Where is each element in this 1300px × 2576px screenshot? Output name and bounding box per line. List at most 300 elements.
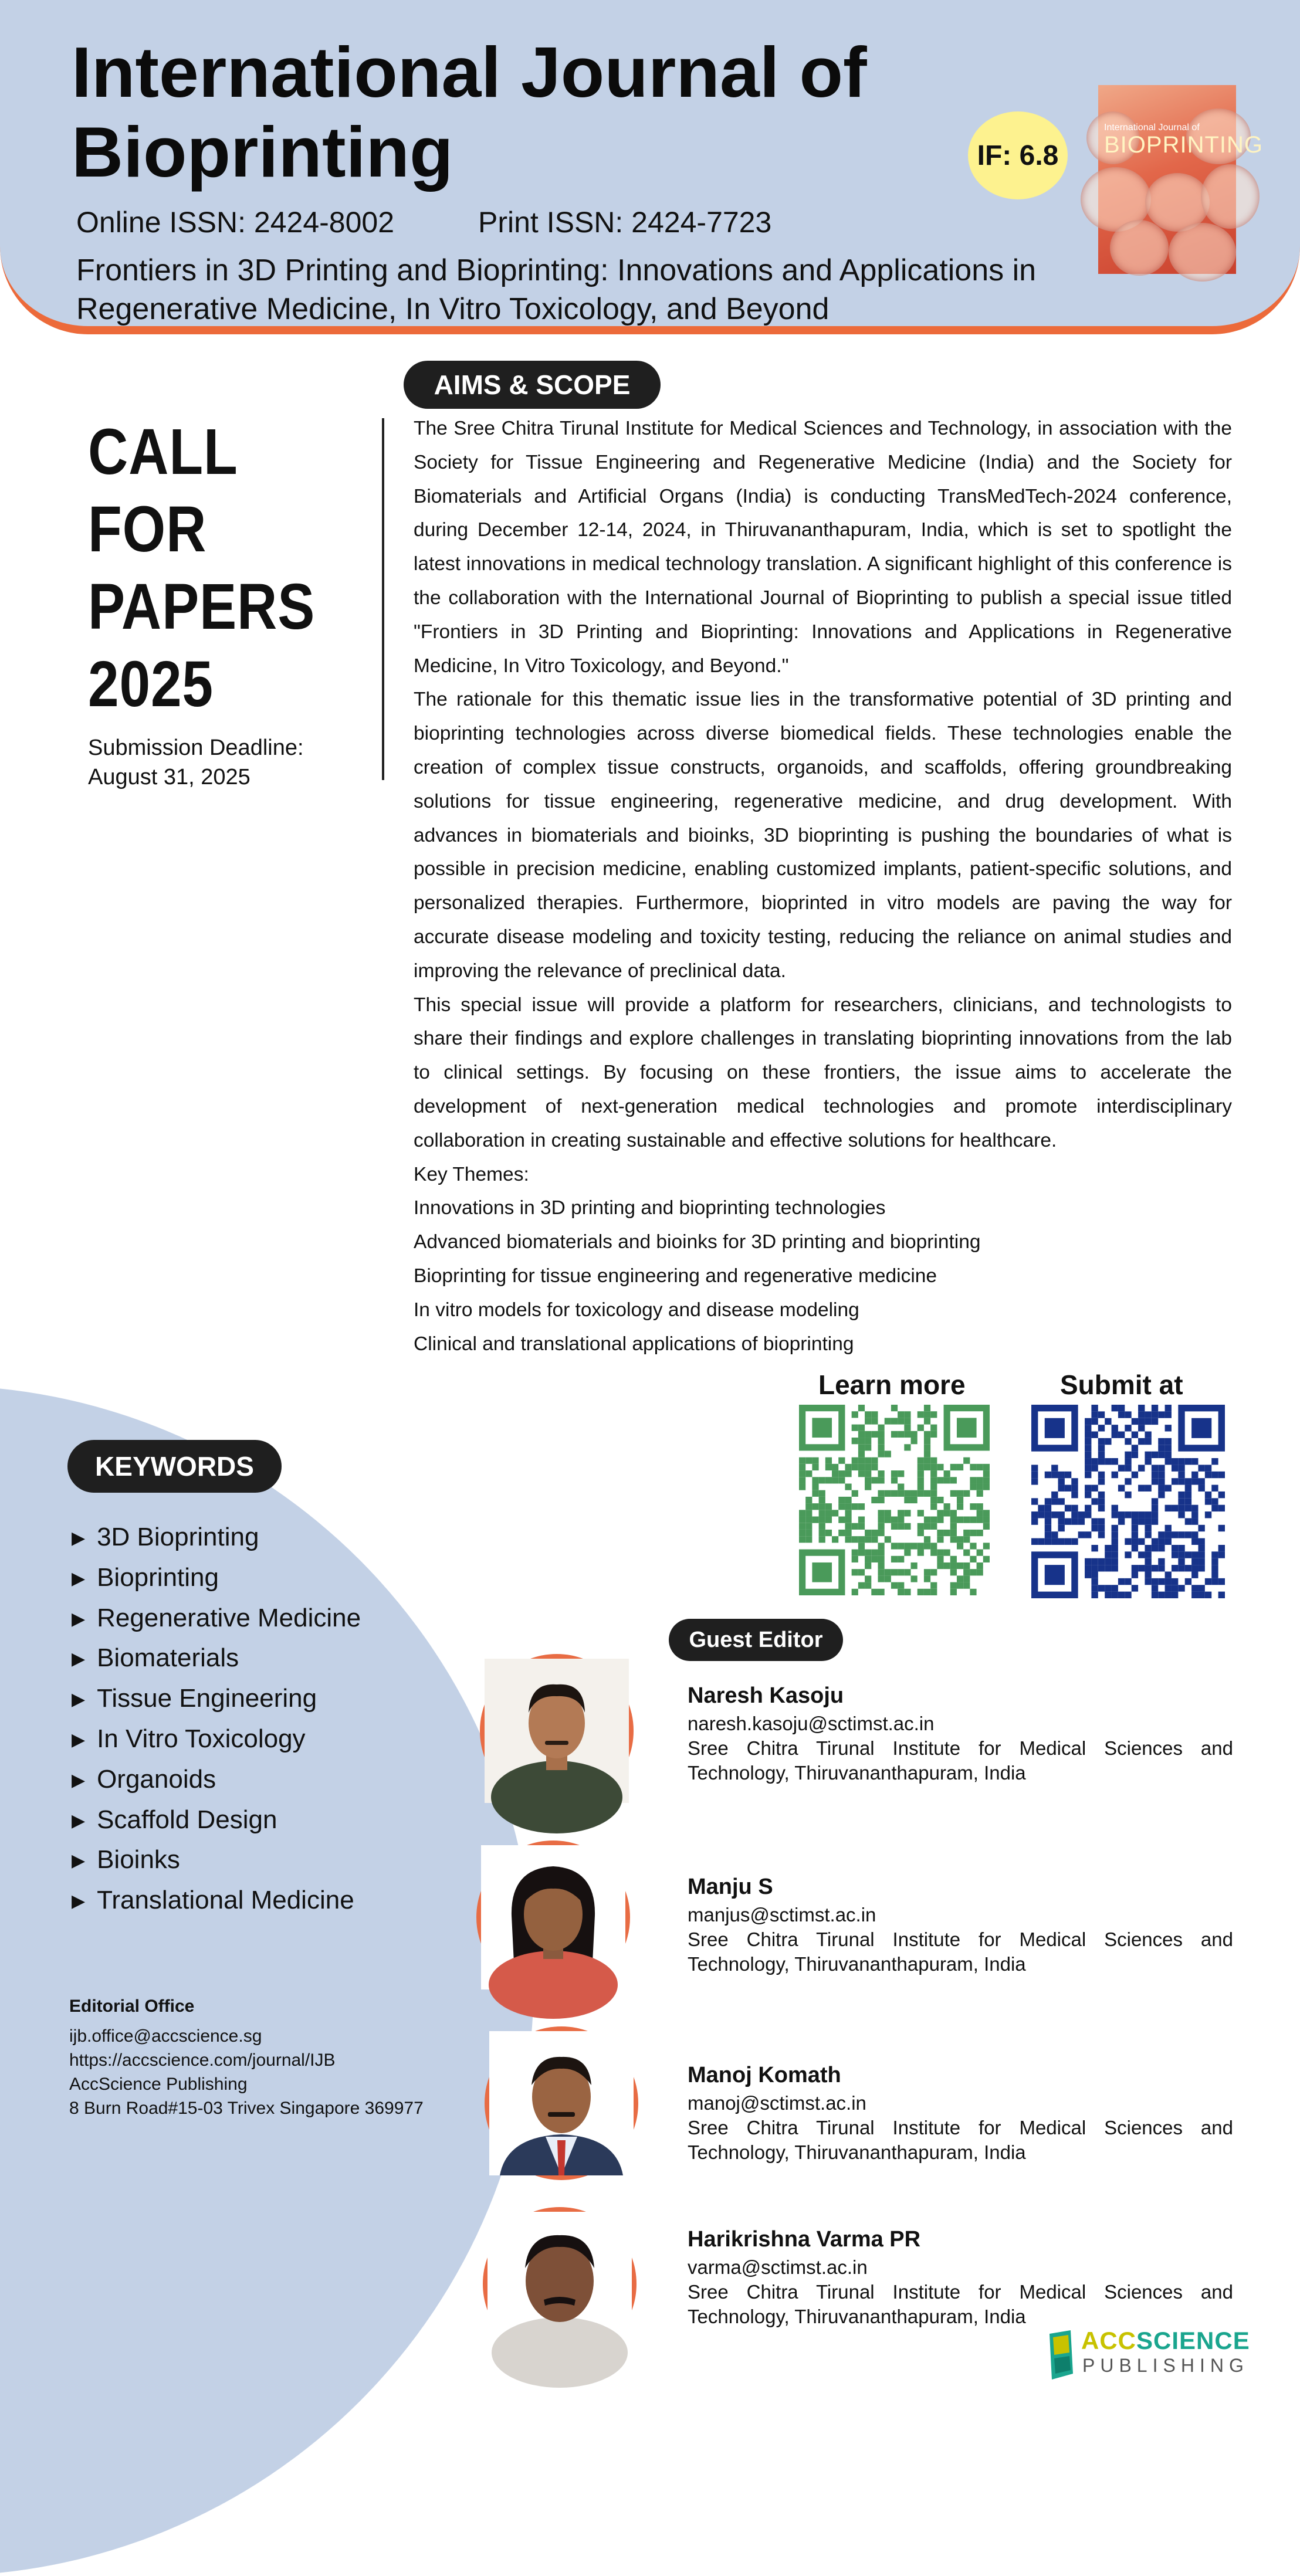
qr-module [1132, 1418, 1138, 1425]
qr-module [1191, 1585, 1198, 1591]
editor-affiliation: Sree Chitra Tirunal Institute for Medical Sciences and Technology, Thiruvananthapuram, India [688, 1928, 1233, 1975]
qr-module [1145, 1518, 1151, 1524]
editor-name: Manju S [688, 1875, 773, 1899]
qr-module [1118, 1411, 1125, 1418]
qr-module [871, 1556, 878, 1562]
qr-module [904, 1497, 910, 1503]
qr-module [1185, 1492, 1191, 1498]
qr-module [930, 1497, 937, 1503]
qr-module [1218, 1492, 1225, 1498]
qr-module [1218, 1578, 1225, 1585]
qr-module [918, 1530, 924, 1536]
qr-module [865, 1530, 871, 1536]
qr-module [970, 1530, 976, 1536]
qr-module [1125, 1492, 1131, 1498]
qr-module [977, 1490, 983, 1497]
qr-module [1085, 1472, 1091, 1478]
qr-module [878, 1517, 884, 1523]
qr-module [1218, 1472, 1225, 1478]
qr-module [825, 1464, 832, 1470]
qr-module [898, 1490, 904, 1497]
qr-module [1211, 1472, 1218, 1478]
qr-module [918, 1470, 924, 1477]
qr-module [858, 1517, 865, 1523]
guest-editor-entry [688, 1875, 1233, 1977]
qr-module [1098, 1458, 1105, 1465]
qr-module [1105, 1418, 1111, 1425]
qr-module [871, 1411, 878, 1418]
qr-module [983, 1543, 990, 1549]
qr-module [983, 1510, 990, 1516]
qr-module [1152, 1472, 1158, 1478]
qr-module [1198, 1525, 1204, 1531]
qr-module [1065, 1505, 1071, 1511]
qr-module [1185, 1565, 1191, 1571]
qr-module [832, 1470, 838, 1477]
qr-module [865, 1418, 871, 1424]
qr-module [1172, 1465, 1178, 1471]
qr-module [937, 1497, 943, 1503]
learn-more-qr-code[interactable] [799, 1405, 990, 1595]
qr-module [1185, 1578, 1191, 1585]
qr-module [1132, 1545, 1138, 1551]
qr-module [944, 1562, 950, 1569]
qr-module [1158, 1545, 1164, 1551]
qr-module [1158, 1478, 1164, 1484]
qr-module [871, 1497, 878, 1503]
qr-module [852, 1589, 858, 1595]
qr-module [977, 1517, 983, 1523]
office-address: 8 Burn Road#15-03 Trivex Singapore 369977 [69, 2099, 424, 2118]
qr-module [977, 1510, 983, 1516]
qr-module [1045, 1511, 1051, 1518]
keyword-text: Biomaterials [97, 1643, 239, 1673]
qr-module [957, 1582, 963, 1589]
qr-module [1112, 1458, 1118, 1465]
qr-module [1185, 1531, 1191, 1538]
qr-module [930, 1503, 937, 1510]
qr-module [1132, 1585, 1138, 1591]
qr-module [878, 1543, 884, 1549]
qr-module [1118, 1518, 1125, 1524]
qr-module [878, 1589, 884, 1595]
qr-module [1198, 1538, 1204, 1545]
triangle-bullet-icon: ▶ [72, 1851, 86, 1871]
qr-module [898, 1589, 904, 1595]
qr-module [944, 1530, 950, 1536]
qr-module [819, 1530, 825, 1536]
qr-module [1178, 1585, 1184, 1591]
qr-module [891, 1431, 898, 1438]
key-theme-item: Bioprinting for tissue engineering and regenerative medicine [414, 1265, 937, 1287]
qr-module [858, 1503, 865, 1510]
qr-module [970, 1517, 976, 1523]
qr-module [1218, 1525, 1225, 1531]
qr-module [865, 1483, 871, 1490]
qr-module [1125, 1538, 1131, 1545]
qr-module [950, 1589, 957, 1595]
qr-module [819, 1497, 825, 1503]
qr-module [1112, 1405, 1118, 1411]
qr-module [924, 1575, 930, 1582]
qr-module [1158, 1492, 1164, 1498]
qr-module [1058, 1485, 1065, 1492]
qr-module [891, 1490, 898, 1497]
qr-module [930, 1458, 937, 1464]
qr-module [799, 1477, 805, 1483]
qr-module [1085, 1465, 1091, 1471]
qr-module [1205, 1492, 1211, 1498]
qr-module [924, 1444, 930, 1450]
qr-module [1112, 1565, 1118, 1571]
qr-module [1085, 1418, 1091, 1425]
qr-module [845, 1517, 851, 1523]
keywords-label: KEYWORDS [67, 1440, 282, 1493]
editor-name: Manoj Komath [688, 2063, 841, 2087]
triangle-bullet-icon: ▶ [72, 1730, 86, 1750]
qr-module [1045, 1538, 1051, 1545]
office-email[interactable]: ijb.office@accscience.sg [69, 2026, 262, 2046]
qr-module [1085, 1492, 1091, 1498]
qr-module [1078, 1518, 1085, 1524]
qr-module [799, 1510, 805, 1516]
qr-module [1091, 1525, 1098, 1531]
qr-module [1172, 1505, 1178, 1511]
qr-module [970, 1503, 976, 1510]
qr-module [950, 1523, 957, 1530]
qr-module [812, 1483, 818, 1490]
qr-module [1038, 1538, 1044, 1545]
guest-editor-entry [688, 2227, 1233, 2329]
qr-module [1138, 1405, 1145, 1411]
qr-module [950, 1536, 957, 1543]
qr-module [930, 1550, 937, 1556]
qr-module [871, 1536, 878, 1543]
qr-module [1045, 1518, 1051, 1524]
qr-module [1125, 1452, 1131, 1458]
qr-module [963, 1575, 970, 1582]
qr-module [1191, 1518, 1198, 1524]
qr-module [1185, 1551, 1191, 1558]
qr-module [1125, 1465, 1131, 1471]
journal-title: International Journal of Bioprinting [72, 32, 867, 192]
qr-module [1158, 1592, 1164, 1598]
qr-module [1098, 1472, 1105, 1478]
qr-module [1191, 1551, 1198, 1558]
qr-module [1198, 1558, 1204, 1565]
qr-module [950, 1510, 957, 1516]
qr-module [963, 1569, 970, 1575]
qr-module [832, 1510, 838, 1516]
qr-module [963, 1562, 970, 1569]
qr-module [1191, 1478, 1198, 1484]
editor-email[interactable]: manjus@sctimst.ac.in [688, 1904, 876, 1926]
qr-module [1158, 1538, 1164, 1545]
qr-module [1191, 1538, 1198, 1545]
qr-module [970, 1464, 976, 1470]
qr-module [944, 1470, 950, 1477]
qr-module [1178, 1545, 1184, 1551]
qr-module [924, 1438, 930, 1444]
qr-module [871, 1431, 878, 1438]
qr-module [825, 1510, 832, 1516]
qr-module [1112, 1472, 1118, 1478]
qr-module [852, 1556, 858, 1562]
qr-module [930, 1477, 937, 1483]
qr-module [1112, 1585, 1118, 1591]
qr-module [911, 1497, 918, 1503]
qr-module [1165, 1538, 1172, 1545]
qr-module [1211, 1498, 1218, 1504]
keyword-item [72, 1841, 361, 1881]
qr-module [904, 1490, 910, 1497]
qr-module [1051, 1492, 1058, 1498]
qr-module [1091, 1405, 1098, 1411]
qr-module [1158, 1438, 1164, 1445]
editor-email[interactable]: varma@sctimst.ac.in [688, 2256, 868, 2278]
qr-module [805, 1517, 812, 1523]
qr-module [924, 1569, 930, 1575]
qr-module [977, 1550, 983, 1556]
qr-module [1125, 1578, 1131, 1585]
qr-module [1071, 1492, 1078, 1498]
qr-module [1165, 1405, 1172, 1411]
qr-module [838, 1517, 845, 1523]
qr-module [957, 1575, 963, 1582]
qr-module [891, 1556, 898, 1562]
qr-module [819, 1510, 825, 1516]
qr-module [1158, 1411, 1164, 1418]
qr-module [1051, 1465, 1058, 1471]
qr-module [878, 1497, 884, 1503]
qr-module [1031, 1511, 1038, 1518]
qr-module [1205, 1578, 1211, 1585]
qr-module [878, 1450, 884, 1457]
qr-module [1138, 1418, 1145, 1425]
qr-module [845, 1523, 851, 1530]
qr-module [957, 1497, 963, 1503]
qr-module [1098, 1478, 1105, 1484]
qr-module [858, 1464, 865, 1470]
qr-module [878, 1562, 884, 1569]
keyword-text: Bioprinting [97, 1562, 219, 1592]
logo-wordmark [1081, 2327, 1250, 2355]
qr-module [1091, 1498, 1098, 1504]
qr-module [1165, 1505, 1172, 1511]
qr-module [1118, 1511, 1125, 1518]
keyword-text: Organoids [97, 1764, 216, 1794]
qr-module [1085, 1425, 1091, 1431]
qr-module [1172, 1551, 1178, 1558]
qr-module [1165, 1485, 1172, 1492]
key-theme-item: Clinical and translational applications of bioprinting [414, 1333, 854, 1355]
journal-cover-image [1098, 85, 1264, 274]
guest-editor-entry [688, 1683, 1233, 1785]
qr-module [983, 1477, 990, 1483]
qr-module [871, 1464, 878, 1470]
qr-module [1165, 1438, 1172, 1445]
qr-module [838, 1477, 845, 1483]
qr-module [1138, 1518, 1145, 1524]
qr-module [1191, 1565, 1198, 1571]
qr-module [963, 1458, 970, 1464]
qr-module [1132, 1432, 1138, 1438]
qr-module [1145, 1485, 1151, 1492]
qr-module [937, 1530, 943, 1536]
qr-module [1031, 1472, 1038, 1478]
qr-module [1178, 1465, 1184, 1471]
qr-module [1045, 1505, 1051, 1511]
qr-module [1051, 1472, 1058, 1478]
qr-module [898, 1543, 904, 1549]
qr-module [878, 1569, 884, 1575]
qr-module [878, 1530, 884, 1536]
qr-module [1205, 1592, 1211, 1598]
qr-module [871, 1477, 878, 1483]
qr-module [957, 1536, 963, 1543]
qr-module [1158, 1565, 1164, 1571]
qr-module [924, 1464, 930, 1470]
aims-paragraph: The Sree Chitra Tirunal Institute for Medical Sciences and Technology, in association with the Society for Tissue Engineering and Regenerative Medicine (India) and the Society for Biomaterials and Artificial Organs (India) is conducting TransMedTech-2024 conference, during December 12-14, 2024, in Thiruvananthapuram, India, which is set to spotlight the latest innovations in medical technology translation. A significant highlight of this conference is the collaboration with the International Journal of Bioprinting to publish a special issue titled "Frontiers in 3D Printing and Bioprinting: Innovations and Applications in Regenerative Medicine, In Vitro Toxicology, and Beyond." [414, 418, 1232, 677]
key-theme-item: Innovations in 3D printing and bioprinting technologies [414, 1197, 886, 1219]
qr-module [970, 1569, 976, 1575]
qr-module [1051, 1538, 1058, 1545]
qr-module [1138, 1425, 1145, 1431]
submission-deadline [88, 733, 364, 792]
qr-module [963, 1530, 970, 1536]
qr-module [1125, 1458, 1131, 1465]
qr-module [1211, 1565, 1218, 1571]
qr-module [1051, 1511, 1058, 1518]
logo-brand-b: SCIENCE [1136, 2327, 1250, 2354]
qr-module [957, 1562, 963, 1569]
aims-scope-text [414, 412, 1232, 1361]
qr-module [1172, 1478, 1178, 1484]
qr-module [1045, 1525, 1051, 1531]
qr-module [1085, 1505, 1091, 1511]
qr-module [858, 1405, 865, 1411]
qr-module [1138, 1438, 1145, 1445]
qr-module [950, 1490, 957, 1497]
qr-module [1152, 1465, 1158, 1471]
qr-module [983, 1470, 990, 1477]
keyword-text: 3D Bioprinting [97, 1523, 259, 1551]
qr-module [924, 1536, 930, 1543]
qr-module [865, 1438, 871, 1444]
qr-module [924, 1543, 930, 1549]
qr-module [865, 1464, 871, 1470]
editor-email[interactable]: naresh.kasoju@sctimst.ac.in [688, 1713, 935, 1734]
qr-module [911, 1431, 918, 1438]
qr-module [1051, 1498, 1058, 1504]
editorial-office [69, 1994, 424, 2120]
qr-module [930, 1523, 937, 1530]
qr-module [1191, 1511, 1198, 1518]
qr-module [1098, 1498, 1105, 1504]
qr-module [1091, 1592, 1098, 1598]
qr-module [891, 1523, 898, 1530]
qr-module [1071, 1505, 1078, 1511]
qr-module [871, 1530, 878, 1536]
qr-module [944, 1510, 950, 1516]
qr-module [970, 1556, 976, 1562]
qr-module [918, 1510, 924, 1516]
qr-module [977, 1464, 983, 1470]
qr-module [871, 1458, 878, 1464]
keyword-text: In Vitro Toxicology [97, 1724, 306, 1753]
qr-module [1138, 1538, 1145, 1545]
qr-module [1065, 1538, 1071, 1545]
qr-module [1178, 1511, 1184, 1518]
qr-module [1172, 1578, 1178, 1585]
qr-module [1152, 1411, 1158, 1418]
qr-module [805, 1536, 812, 1543]
qr-module [852, 1503, 858, 1510]
qr-module [852, 1458, 858, 1464]
qr-module [891, 1543, 898, 1549]
qr-module [1211, 1571, 1218, 1578]
qr-module [1065, 1518, 1071, 1524]
qr-module [852, 1411, 858, 1418]
qr-module [1145, 1418, 1151, 1425]
qr-module [1198, 1485, 1204, 1492]
qr-module [1132, 1452, 1138, 1458]
editor-email[interactable]: manoj@sctimst.ac.in [688, 2092, 866, 2114]
qr-module [858, 1444, 865, 1450]
qr-module [1058, 1525, 1065, 1531]
qr-module [819, 1490, 825, 1497]
keyword-item [72, 1558, 361, 1599]
qr-module [878, 1470, 884, 1477]
qr-module [1105, 1592, 1111, 1598]
office-url[interactable]: https://accscience.com/journal/IJB [69, 2050, 336, 2070]
qr-module [1165, 1458, 1172, 1465]
qr-module [950, 1517, 957, 1523]
qr-module [845, 1503, 851, 1510]
logo-subtitle: PUBLISHING [1082, 2355, 1249, 2376]
qr-module [924, 1490, 930, 1497]
qr-module [1085, 1432, 1091, 1438]
guest-editor-label: Guest Editor [669, 1619, 843, 1661]
qr-module [1031, 1498, 1038, 1504]
qr-module [845, 1510, 851, 1516]
qr-module [1165, 1452, 1172, 1458]
qr-module [1205, 1472, 1211, 1478]
qr-module [1178, 1558, 1184, 1565]
qr-module [1205, 1465, 1211, 1471]
qr-module [1152, 1498, 1158, 1504]
qr-module [1058, 1511, 1065, 1518]
accscience-logo [1047, 2326, 1250, 2384]
triangle-bullet-icon: ▶ [72, 1568, 86, 1588]
qr-module [1138, 1465, 1145, 1471]
triangle-bullet-icon: ▶ [72, 1649, 86, 1669]
qr-module [1091, 1558, 1098, 1565]
qr-module [1112, 1525, 1118, 1531]
submit-qr-code[interactable] [1031, 1405, 1225, 1598]
qr-module [1198, 1551, 1204, 1558]
qr-module [1172, 1565, 1178, 1571]
qr-module [852, 1490, 858, 1497]
qr-module [1071, 1485, 1078, 1492]
qr-module [1178, 1492, 1184, 1498]
qr-module [1065, 1472, 1071, 1478]
keyword-text: Bioinks [97, 1845, 180, 1875]
keyword-item [72, 1801, 361, 1841]
qr-module [1112, 1511, 1118, 1518]
qr-module [1185, 1458, 1191, 1465]
qr-module [1091, 1518, 1098, 1524]
